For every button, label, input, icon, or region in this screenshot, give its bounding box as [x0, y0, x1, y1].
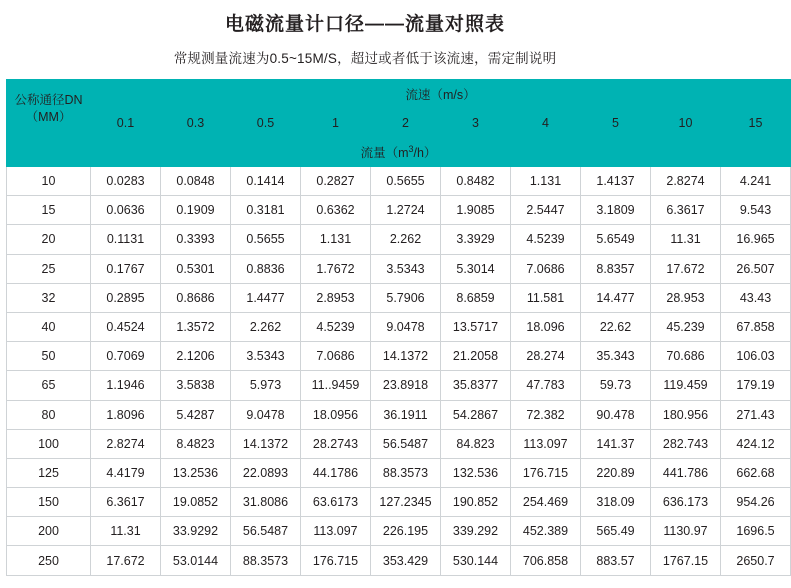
- cell-flow: 0.8686: [161, 283, 231, 312]
- cell-flow: 141.37: [581, 429, 651, 458]
- cell-dn: 150: [7, 488, 91, 517]
- cell-flow: 0.5655: [231, 225, 301, 254]
- header-velocity-3: 1: [301, 109, 371, 138]
- table-row: [7, 371, 791, 400]
- cell-flow: 18.0956: [301, 400, 371, 429]
- cell-flow: 565.49: [581, 517, 651, 546]
- table-row: [7, 429, 791, 458]
- cell-flow: 0.1414: [231, 167, 301, 196]
- header-row-velocity-values: [7, 109, 791, 138]
- cell-flow: 424.12: [721, 429, 791, 458]
- cell-flow: 3.5343: [371, 254, 441, 283]
- header-cell-flow-unit: [7, 138, 791, 167]
- cell-flow: 16.965: [721, 225, 791, 254]
- cell-dn: 125: [7, 458, 91, 487]
- cell-flow: 0.8482: [441, 167, 511, 196]
- cell-flow: 8.4823: [161, 429, 231, 458]
- cell-flow: 0.3181: [231, 196, 301, 225]
- cell-flow: 0.3393: [161, 225, 231, 254]
- cell-flow: 1.131: [511, 167, 581, 196]
- cell-flow: 1767.15: [651, 546, 721, 575]
- cell-flow: 88.3573: [371, 458, 441, 487]
- cell-flow: 2.262: [231, 312, 301, 341]
- cell-flow: 53.0144: [161, 546, 231, 575]
- cell-flow: 1.4137: [581, 167, 651, 196]
- cell-flow: 23.8918: [371, 371, 441, 400]
- cell-flow: 2.8953: [301, 283, 371, 312]
- cell-flow: 17.672: [651, 254, 721, 283]
- cell-flow: 2650.7: [721, 546, 791, 575]
- cell-flow: 7.0686: [511, 254, 581, 283]
- cell-flow: 706.858: [511, 546, 581, 575]
- cell-flow: 14.1372: [371, 342, 441, 371]
- cell-flow: 530.144: [441, 546, 511, 575]
- cell-flow: 132.536: [441, 458, 511, 487]
- cell-flow: 0.5655: [371, 167, 441, 196]
- cell-flow: 1.7672: [301, 254, 371, 283]
- cell-flow: 441.786: [651, 458, 721, 487]
- cell-dn: 200: [7, 517, 91, 546]
- cell-flow: 0.6362: [301, 196, 371, 225]
- cell-flow: 954.26: [721, 488, 791, 517]
- header-velocity-8: 10: [651, 109, 721, 138]
- table-row: [7, 312, 791, 341]
- cell-flow: 2.5447: [511, 196, 581, 225]
- table-row: [7, 196, 791, 225]
- cell-flow: 8.8357: [581, 254, 651, 283]
- header-row-velocity: [7, 80, 791, 109]
- cell-flow: 72.382: [511, 400, 581, 429]
- cell-flow: 88.3573: [231, 546, 301, 575]
- header-dn-line2: （MM）: [25, 109, 72, 124]
- cell-flow: 9.0478: [231, 400, 301, 429]
- table-row: [7, 400, 791, 429]
- table-row: [7, 254, 791, 283]
- cell-dn: 50: [7, 342, 91, 371]
- cell-flow: 13.5717: [441, 312, 511, 341]
- cell-flow: 5.4287: [161, 400, 231, 429]
- cell-flow: 5.3014: [441, 254, 511, 283]
- header-velocity-2: 0.5: [231, 109, 301, 138]
- cell-flow: 47.783: [511, 371, 581, 400]
- cell-flow: 179.19: [721, 371, 791, 400]
- cell-flow: 220.89: [581, 458, 651, 487]
- cell-flow: 180.956: [651, 400, 721, 429]
- cell-flow: 113.097: [511, 429, 581, 458]
- cell-flow: 226.195: [371, 517, 441, 546]
- cell-flow: 883.57: [581, 546, 651, 575]
- cell-flow: 67.858: [721, 312, 791, 341]
- cell-flow: 31.8086: [231, 488, 301, 517]
- cell-flow: 3.3929: [441, 225, 511, 254]
- cell-flow: 0.4524: [91, 312, 161, 341]
- cell-dn: 80: [7, 400, 91, 429]
- cell-flow: 90.478: [581, 400, 651, 429]
- cell-flow: 271.43: [721, 400, 791, 429]
- cell-flow: 0.0848: [161, 167, 231, 196]
- cell-flow: 17.672: [91, 546, 161, 575]
- table-row: [7, 225, 791, 254]
- cell-flow: 2.1206: [161, 342, 231, 371]
- cell-flow: 8.6859: [441, 283, 511, 312]
- cell-dn: 15: [7, 196, 91, 225]
- cell-flow: 11..9459: [301, 371, 371, 400]
- cell-flow: 1.2724: [371, 196, 441, 225]
- cell-flow: 3.1809: [581, 196, 651, 225]
- cell-flow: 0.7069: [91, 342, 161, 371]
- cell-flow: 33.9292: [161, 517, 231, 546]
- header-cell-velocity: 流速（m/s）: [91, 80, 791, 109]
- table-row: [7, 488, 791, 517]
- cell-flow: 35.343: [581, 342, 651, 371]
- cell-flow: 2.8274: [91, 429, 161, 458]
- cell-flow: 318.09: [581, 488, 651, 517]
- cell-flow: 190.852: [441, 488, 511, 517]
- cell-flow: 176.715: [511, 458, 581, 487]
- cell-flow: 0.0636: [91, 196, 161, 225]
- cell-dn: 10: [7, 167, 91, 196]
- table-body: [7, 167, 791, 576]
- cell-flow: 56.5487: [371, 429, 441, 458]
- cell-flow: 254.469: [511, 488, 581, 517]
- cell-flow: 63.6173: [301, 488, 371, 517]
- cell-flow: 0.5301: [161, 254, 231, 283]
- cell-flow: 54.2867: [441, 400, 511, 429]
- cell-flow: 1.1946: [91, 371, 161, 400]
- header-velocity-5: 3: [441, 109, 511, 138]
- cell-flow: 7.0686: [301, 342, 371, 371]
- cell-flow: 0.1767: [91, 254, 161, 283]
- cell-flow: 4.241: [721, 167, 791, 196]
- cell-flow: 0.2895: [91, 283, 161, 312]
- cell-flow: 21.2058: [441, 342, 511, 371]
- table-header: [7, 80, 791, 167]
- cell-flow: 4.5239: [301, 312, 371, 341]
- header-velocity-0: 0.1: [91, 109, 161, 138]
- cell-flow: 14.1372: [231, 429, 301, 458]
- cell-flow: 11.31: [91, 517, 161, 546]
- header-velocity-4: 2: [371, 109, 441, 138]
- cell-flow: 353.429: [371, 546, 441, 575]
- cell-flow: 282.743: [651, 429, 721, 458]
- cell-flow: 113.097: [301, 517, 371, 546]
- header-velocity-9: 15: [721, 109, 791, 138]
- cell-flow: 0.2827: [301, 167, 371, 196]
- cell-flow: 1.4477: [231, 283, 301, 312]
- table-row: [7, 458, 791, 487]
- cell-flow: 44.1786: [301, 458, 371, 487]
- cell-flow: 4.5239: [511, 225, 581, 254]
- cell-flow: 3.5343: [231, 342, 301, 371]
- cell-flow: 84.823: [441, 429, 511, 458]
- cell-flow: 1.8096: [91, 400, 161, 429]
- cell-flow: 636.173: [651, 488, 721, 517]
- table-row: [7, 342, 791, 371]
- page-title: 电磁流量计口径——流量对照表: [224, 14, 505, 35]
- cell-flow: 45.239: [651, 312, 721, 341]
- header-cell-dn: [7, 80, 91, 138]
- cell-flow: 22.0893: [231, 458, 301, 487]
- flow-label-superscript: 3: [408, 143, 414, 154]
- cell-flow: 0.1131: [91, 225, 161, 254]
- cell-dn: 250: [7, 546, 91, 575]
- cell-dn: 100: [7, 429, 91, 458]
- cell-flow: 1696.5: [721, 517, 791, 546]
- header-dn-line1: 公称通径DN: [14, 92, 83, 107]
- cell-flow: 28.274: [511, 342, 581, 371]
- cell-flow: 5.7906: [371, 283, 441, 312]
- cell-flow: 1130.97: [651, 517, 721, 546]
- cell-flow: 11.581: [511, 283, 581, 312]
- cell-dn: 32: [7, 283, 91, 312]
- cell-flow: 11.31: [651, 225, 721, 254]
- cell-dn: 25: [7, 254, 91, 283]
- cell-flow: 2.262: [371, 225, 441, 254]
- flow-comparison-table: [6, 79, 791, 576]
- cell-flow: 0.1909: [161, 196, 231, 225]
- cell-flow: 662.68: [721, 458, 791, 487]
- cell-flow: 22.62: [581, 312, 651, 341]
- cell-flow: 56.5487: [231, 517, 301, 546]
- cell-flow: 18.096: [511, 312, 581, 341]
- page-subtitle: 常规测量流速为0.5~15M/S，超过或者低于该流速，需定制说明: [173, 51, 557, 66]
- cell-flow: 2.8274: [651, 167, 721, 196]
- cell-flow: 35.8377: [441, 371, 511, 400]
- cell-flow: 3.5838: [161, 371, 231, 400]
- cell-flow: 1.131: [301, 225, 371, 254]
- cell-flow: 36.1911: [371, 400, 441, 429]
- cell-flow: 106.03: [721, 342, 791, 371]
- cell-flow: 339.292: [441, 517, 511, 546]
- table-row: [7, 546, 791, 575]
- cell-dn: 40: [7, 312, 91, 341]
- header-velocity-1: 0.3: [161, 109, 231, 138]
- flow-label-prefix: 流量（m: [360, 146, 409, 160]
- cell-flow: 28.2743: [301, 429, 371, 458]
- cell-flow: 5.6549: [581, 225, 651, 254]
- header-row-flow-band: [7, 138, 791, 167]
- header-velocity-7: 5: [581, 109, 651, 138]
- cell-flow: 70.686: [651, 342, 721, 371]
- cell-flow: 26.507: [721, 254, 791, 283]
- cell-flow: 176.715: [301, 546, 371, 575]
- cell-flow: 119.459: [651, 371, 721, 400]
- cell-flow: 28.953: [651, 283, 721, 312]
- table-row: [7, 517, 791, 546]
- cell-flow: 43.43: [721, 283, 791, 312]
- table-row: [7, 283, 791, 312]
- cell-flow: 452.389: [511, 517, 581, 546]
- cell-flow: 127.2345: [371, 488, 441, 517]
- cell-flow: 0.8836: [231, 254, 301, 283]
- cell-flow: 6.3617: [91, 488, 161, 517]
- cell-flow: 1.3572: [161, 312, 231, 341]
- cell-flow: 4.4179: [91, 458, 161, 487]
- cell-flow: 19.0852: [161, 488, 231, 517]
- cell-flow: 9.543: [721, 196, 791, 225]
- cell-flow: 59.73: [581, 371, 651, 400]
- flow-label-suffix: /h）: [413, 146, 437, 160]
- cell-dn: 65: [7, 371, 91, 400]
- cell-dn: 20: [7, 225, 91, 254]
- cell-flow: 6.3617: [651, 196, 721, 225]
- header-velocity-6: 4: [511, 109, 581, 138]
- cell-flow: 0.0283: [91, 167, 161, 196]
- cell-flow: 13.2536: [161, 458, 231, 487]
- cell-flow: 14.477: [581, 283, 651, 312]
- cell-flow: 9.0478: [371, 312, 441, 341]
- table-row: [7, 167, 791, 196]
- cell-flow: 1.9085: [441, 196, 511, 225]
- cell-flow: 5.973: [231, 371, 301, 400]
